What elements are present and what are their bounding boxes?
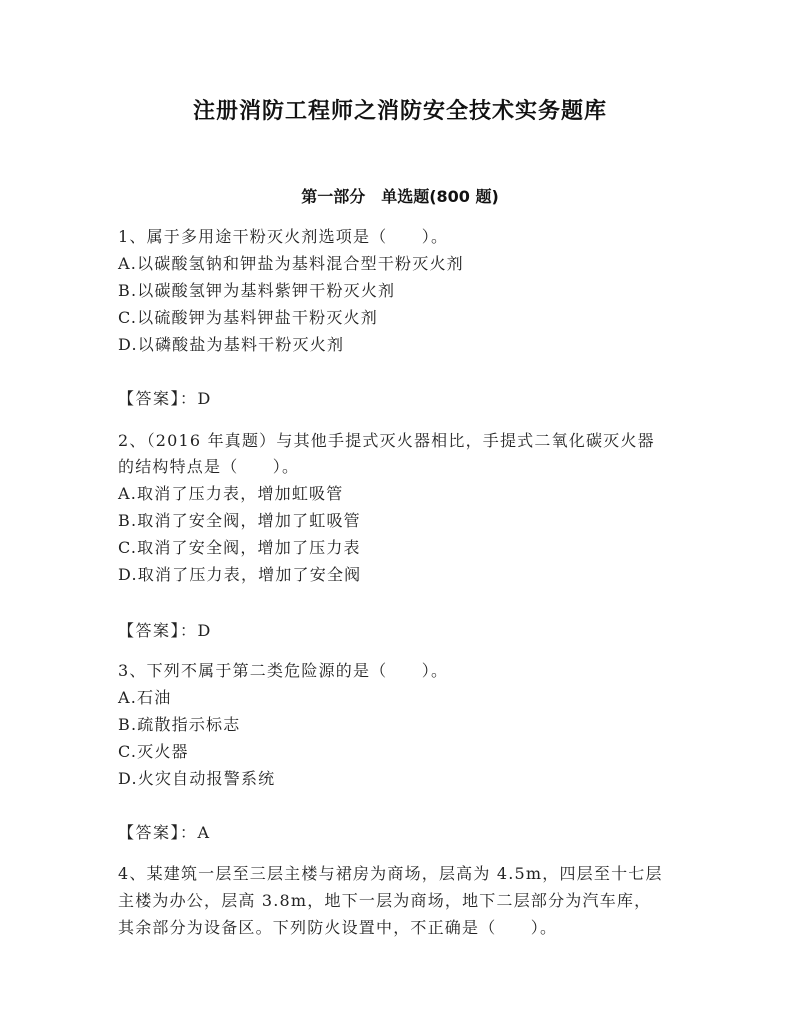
question-3-option-b: B.疏散指示标志 — [118, 715, 241, 734]
question-1-answer: 【答案】：D — [118, 389, 212, 408]
question-1-option-d: D.以磷酸盐为基料干粉灭火剂 — [118, 335, 345, 354]
question-2-option-a: A.取消了压力表，增加虹吸管 — [118, 484, 344, 503]
question-3-stem: 3、下列不属于第二类危险源的是（ ）。 — [118, 661, 449, 680]
question-3-option-d: D.火灾自动报警系统 — [118, 769, 276, 788]
question-4-stem-line-2: 主楼为办公，层高 3.8m，地下一层为商场，地下二层部分为汽车库， — [118, 891, 652, 910]
document-title: 注册消防工程师之消防安全技术实务题库 — [192, 99, 607, 124]
question-1-option-a: A.以碳酸氢钠和钾盐为基料混合型干粉灭火剂 — [118, 254, 464, 273]
question-4-stem-line-1: 4、某建筑一层至三层主楼与裙房为商场，层高为 4.5m，四层至十七层 — [118, 864, 663, 883]
question-3-option-c: C.灭火器 — [118, 742, 189, 761]
question-3-option-a: A.石油 — [118, 688, 172, 707]
question-2-stem-line-2: 的结构特点是（ ）。 — [118, 457, 300, 476]
question-2-answer: 【答案】：D — [118, 621, 212, 640]
question-2-stem-line-1: 2、（2016 年真题）与其他手提式灭火器相比，手提式二氧化碳灭火器 — [118, 431, 655, 450]
question-1-stem: 1、属于多用途干粉灭火剂选项是（ ）。 — [118, 227, 449, 246]
question-2-option-d: D.取消了压力表，增加了安全阀 — [118, 565, 362, 584]
section-heading: 第一部分 单选题(800 题) — [301, 187, 499, 206]
question-1-option-b: B.以碳酸氢钾为基料紫钾干粉灭火剂 — [118, 281, 396, 300]
question-1-option-c: C.以硫酸钾为基料钾盐干粉灭火剂 — [118, 308, 378, 327]
question-4-stem-line-3: 其余部分为设备区。下列防火设置中，不正确是（ ）。 — [118, 918, 558, 937]
question-2-option-c: C.取消了安全阀，增加了压力表 — [118, 538, 361, 557]
question-3-answer: 【答案】：A — [118, 823, 211, 842]
question-2-option-b: B.取消了安全阀，增加了虹吸管 — [118, 511, 361, 530]
